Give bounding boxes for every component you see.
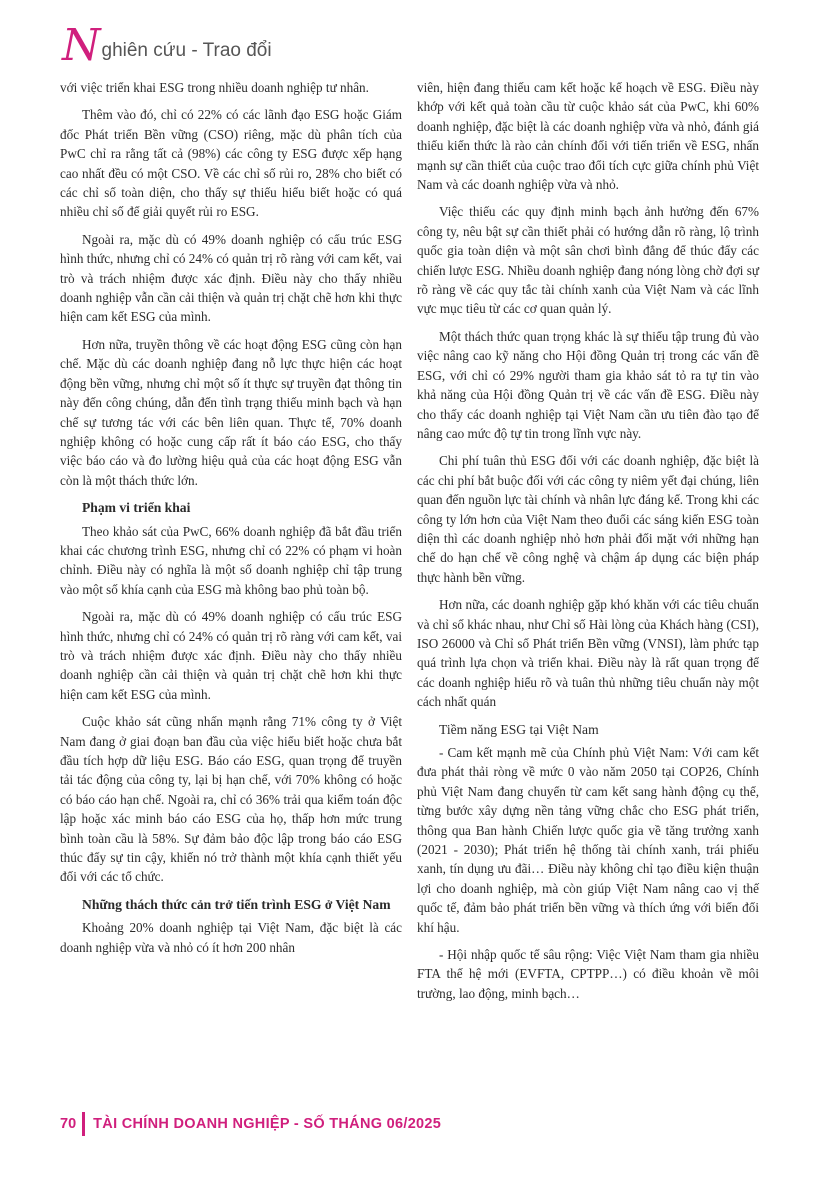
right-column	[417, 78, 759, 1011]
page-footer	[60, 1112, 441, 1136]
paragraph: viên, hiện đang thiếu cam kết hoặc kế hoạch về ESG. Điều này khớp với kết quả toàn cầu từ cuộc khảo sát của PwC, khi 60% doanh nghiệp, đặc biệt là các doanh nghiệp vừa và nhỏ, đánh giá thiếu kiến thức là rào cản chính đối với tiến triển về ESG, nhấn mạnh sự cần thiết của cuộc trao đổi tích cực giữa chính phủ Việt Nam và các doanh nghiệp vừa và nhỏ.	[417, 80, 759, 193]
paragraph: Một thách thức quan trọng khác là sự thiếu tập trung đủ vào việc nâng cao kỹ năng cho Hội đồng Quản trị trong các vấn đề ESG, với chỉ có 29% người tham gia khảo sát tỏ ra tự tin vào khả năng của Hội đồng Quản trị về các vấn đề ESG. Điều này cho thấy các doanh nghiệp tại Việt Nam cần ưu tiên đào tạo để nâng cao mức độ tự tin trong lĩnh vực này.	[417, 328, 759, 441]
paragraph: Chi phí tuân thủ ESG đối với các doanh nghiệp, đặc biệt là các chi phí bắt buộc đối với các công ty niêm yết đại chúng, liên quan đến nguồn lực tài chính và nhân lực đáng kể. Trong khi các công ty lớn hơn của Việt Nam theo đuổi các sáng kiến ESG toàn diện thì các doanh nghiệp nhỏ hơn phải đối mặt với những hạn chế do hạn chế về công nghệ và chậm áp dụng các biện pháp thực hành bền vững.	[417, 453, 759, 585]
section-header-title: ghiên cứu - Trao đổi	[101, 40, 272, 61]
paragraph: Hơn nữa, các doanh nghiệp gặp khó khăn với các tiêu chuẩn và chỉ số khác nhau, như Chỉ số Hài lòng của Khách hàng (CSI), ISO 26000 và Chỉ số Phát triển Bền vững (VNSI), làm phức tạp quá trình lựa chọn và triển khai. Điều này là rất quan trọng để các doanh nghiệp hiểu rõ và tuân thủ những tiêu chuẩn này một cách nhất quán	[417, 597, 759, 710]
paragraph: Cuộc khảo sát cũng nhấn mạnh rằng 71% công ty ở Việt Nam đang ở giai đoạn ban đầu của việc hiểu biết hoặc chưa bắt đầu tích hợp dữ liệu ESG. Báo cáo ESG, quan trọng để truyền tải tác động của công ty, lại bị hạn chế, với 70% không có hoặc có báo cáo hạn chế. Ngoài ra, chỉ có 36% trải qua kiểm toán độc lập hoặc xác minh báo cáo ESG của họ, thấp hơn mức trung bình toàn cầu là 58%. Sự đảm bảo độc lập trong báo cáo ESG thúc đẩy sự tin cậy, khiến nó trở thành một khía cạnh thiết yếu đối với các tổ chức.	[60, 714, 402, 885]
paragraph: - Cam kết mạnh mẽ của Chính phủ Việt Nam: Với cam kết đưa phát thải ròng về mức 0 vào năm 2050 tại COP26, Chính phủ Việt Nam đang chuyển từ cam kết sang hành động cụ thể, từng bước xây dựng nền tảng vững chắc cho ESG phát triển, thông qua Ban hành Chiến lược quốc gia về tăng trưởng xanh (2021 - 2030); Phát triển hệ thống tài chính xanh, trái phiếu xanh, tín dụng ưu đãi… Điều này không chỉ tạo điều kiện thuận lợi cho doanh nghiệp, mà còn giúp Việt Nam nâng cao vị thế quốc tế, đảm bảo phát triển bền vững và thích ứng với biến đổi khí hậu.	[417, 745, 759, 935]
paragraph: Theo khảo sát của PwC, 66% doanh nghiệp đã bắt đầu triển khai các chương trình ESG, nhưng chỉ có 22% có phạm vi hoàn chỉnh. Điều này có nghĩa là một số doanh nghiệp chỉ tập trung vào một số khía cạnh của ESG mà không bao phủ toàn bộ.	[60, 523, 402, 597]
paragraph: Ngoài ra, mặc dù có 49% doanh nghiệp có cấu trúc ESG hình thức, nhưng chỉ có 24% có quản trị rõ ràng với cam kết, vai trò và trách nhiệm được xác định. Điều này cho thấy nhiều doanh nghiệp vẫn cần cải thiện và quản trị chặt chẽ hơn khi thực hiện cam kết ESG của mình.	[60, 231, 402, 325]
section-heading: Tiềm năng ESG tại Việt Nam	[439, 721, 599, 737]
paragraph: Thêm vào đó, chỉ có 22% có các lãnh đạo ESG hoặc Giám đốc Phát triển Bền vững (CSO) riêng, mặc dù phân tích của PwC chỉ ra rằng tất cả (98%) các công ty ESG được xếp hạng cao nhất đều có một CSO. Về các chỉ số rủi ro, 28% cho biết có các chỉ số toàn diện, cho thấy sự thiếu hiểu biết hoặc có quá nhiều chỉ số để giải quyết rủi ro ESG.	[60, 107, 402, 220]
section-header-initial: N	[62, 20, 101, 71]
paragraph: Ngoài ra, mặc dù có 49% doanh nghiệp có cấu trúc ESG hình thức, nhưng chỉ có 24% có quản trị rõ ràng với cam kết, vai trò và trách nhiệm được xác định. Điều này cho thấy nhiều doanh nghiệp cần cải thiện và quản trị chặt chẽ hơn khi thực hiện cam kết ESG của mình.	[60, 609, 402, 702]
paragraph: Khoảng 20% doanh nghiệp tại Việt Nam, đặc biệt là các doanh nghiệp vừa và nhỏ có ít hơn 200 nhân	[60, 920, 402, 955]
section-heading: Những thách thức cản trở tiến trình ESG ở Việt Nam	[82, 896, 391, 912]
paragraph: - Hội nhập quốc tế sâu rộng: Việc Việt Nam tham gia nhiều FTA thế hệ mới (EVFTA, CPTPP…) có điều khoản về môi trường, lao động, minh bạch…	[417, 947, 759, 1001]
section-header	[62, 18, 272, 71]
magazine-title: TÀI CHÍNH DOANH NGHIỆP - SỐ THÁNG 06/2025	[93, 1116, 442, 1132]
paragraph: Hơn nữa, truyền thông về các hoạt động ESG cũng còn hạn chế. Mặc dù các doanh nghiệp đang nỗ lực thực hiện các hoạt động bền vững, nhưng chỉ một số ít thực sự truyền đạt thông tin này đến công chúng, dẫn đến tình trạng thiếu minh bạch và hạn chế sự tương tác với các bên liên quan. Thực tế, 70% doanh nghiệp không có hoặc cung cấp rất ít báo cáo ESG, cho thấy việc báo cáo và đo lường hiệu quả của các hoạt động ESG vẫn còn là một thách thức lớn.	[60, 336, 402, 488]
left-column	[60, 78, 402, 965]
paragraph: với việc triển khai ESG trong nhiều doanh nghiệp tư nhân.	[60, 80, 369, 95]
footer-divider	[82, 1112, 85, 1136]
section-heading: Phạm vi triển khai	[82, 500, 191, 516]
page-number: 70	[60, 1116, 77, 1132]
paragraph: Việc thiếu các quy định minh bạch ảnh hưởng đến 67% công ty, nêu bật sự cần thiết phải có hướng dẫn rõ ràng, lộ trình quốc gia toàn diện và một sân chơi bình đẳng để thúc đẩy các chiến lược ESG. Nhiều doanh nghiệp đang nóng lòng chờ đợi sự rõ ràng về các quy tắc tài chính xanh của Việt Nam và các lĩnh vực mục tiêu từ các cơ quan quản lý.	[417, 204, 759, 317]
